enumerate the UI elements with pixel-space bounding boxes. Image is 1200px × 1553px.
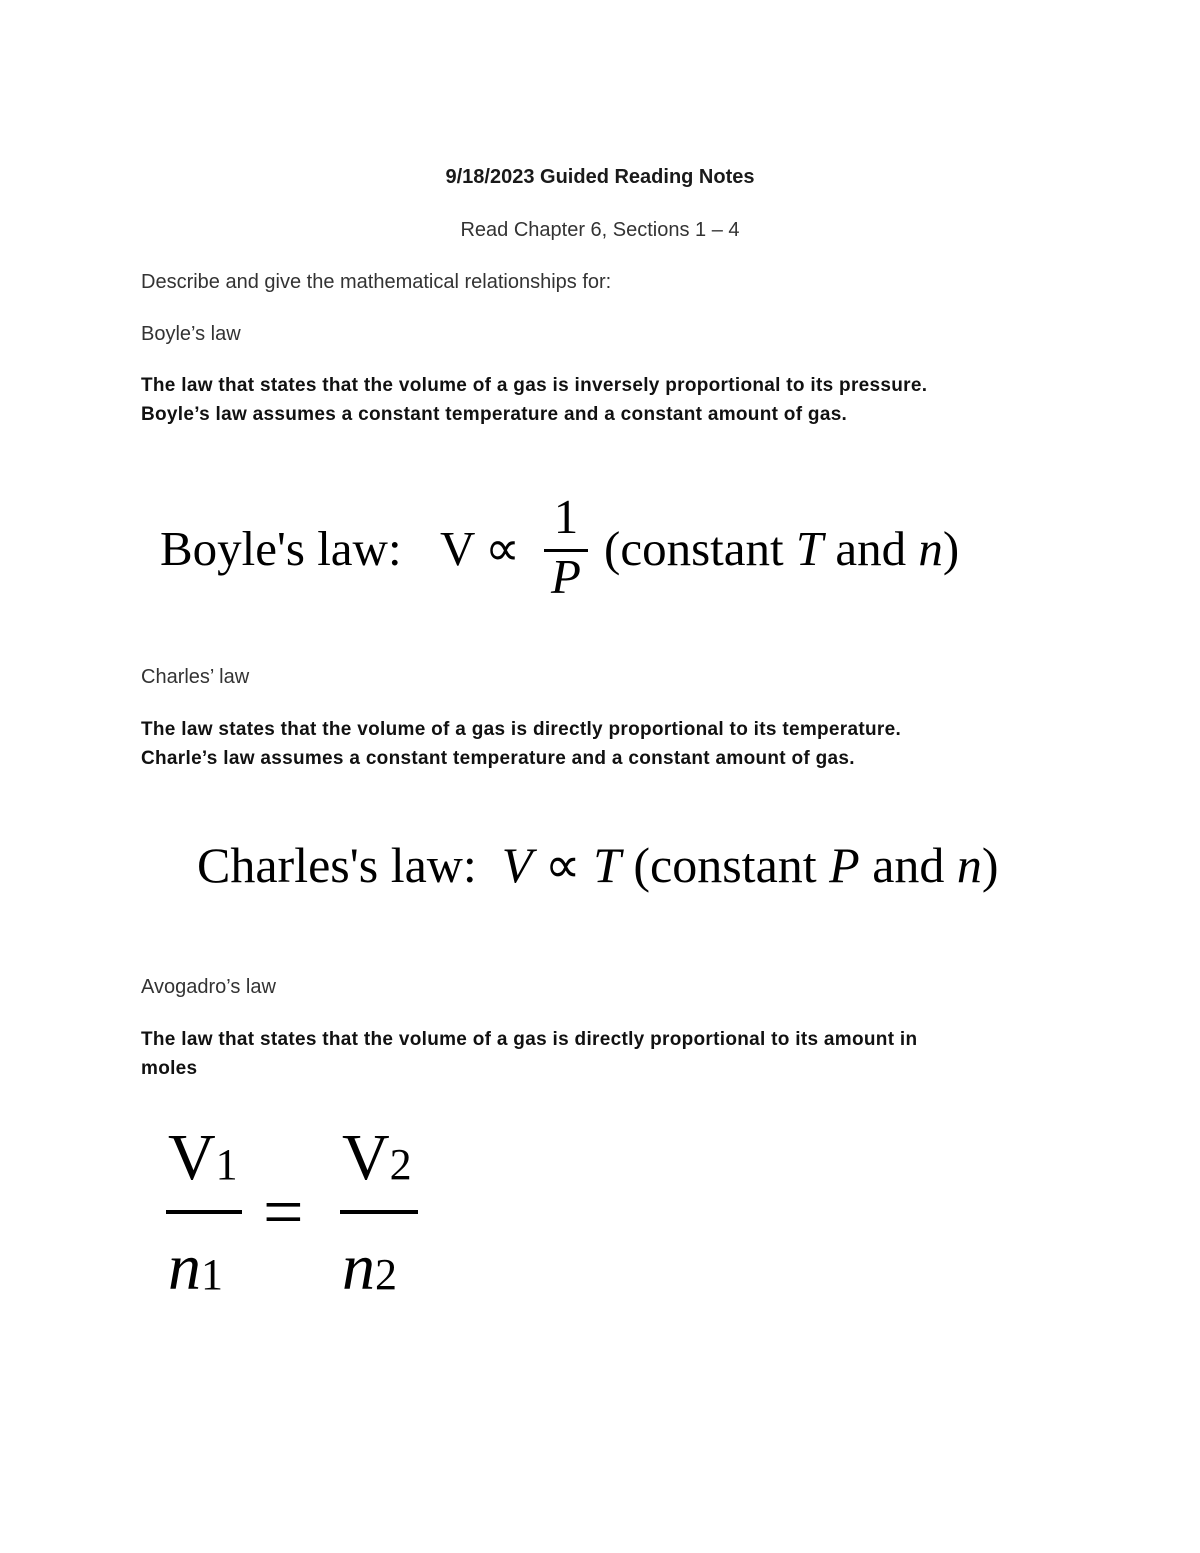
boyle-fraction-numerator: 1 <box>553 489 579 544</box>
boyle-description-line1: The law that states that the volume of a gas is inversely proportional to its pressure. <box>141 375 928 396</box>
boyle-equation-label: Boyle's law: <box>160 521 402 576</box>
equals-sign: = <box>263 1172 304 1252</box>
volume-symbol: V <box>342 1121 390 1194</box>
open-paren-text: (constant <box>633 837 830 893</box>
subscript: 1 <box>201 1250 223 1299</box>
charles-description-line1: The law states that the volume of a gas is directly proportional to its temperature. <box>141 719 902 740</box>
page-subtitle: Read Chapter 6, Sections 1 – 4 <box>460 219 740 241</box>
avogadro-equation <box>160 1115 440 1315</box>
boyle-heading: Boyle’s law <box>141 323 241 345</box>
avogadro-heading: Avogadro’s law <box>141 976 276 998</box>
volume-symbol: V <box>168 1121 216 1194</box>
page-title: 9/18/2023 Guided Reading Notes <box>445 166 755 188</box>
boyle-equation-condition <box>604 520 959 577</box>
avogadro-description-line2: moles <box>141 1058 198 1079</box>
close-paren-text: ) <box>981 837 999 893</box>
charles-equation-temperature: T <box>593 837 621 893</box>
moles-symbol: n <box>342 1231 375 1304</box>
close-paren-text: ) <box>942 521 960 576</box>
charles-equation-volume: V <box>501 837 533 893</box>
constant-variable: T <box>795 521 824 576</box>
proportional-symbol: ∝ <box>485 521 521 576</box>
avogadro-denominator-left <box>168 1231 223 1308</box>
boyle-description-line2: Boyle’s law assumes a constant temperature and a constant amount of gas. <box>141 404 848 425</box>
charles-description <box>141 715 1041 773</box>
avogadro-description <box>141 1025 1041 1083</box>
proportional-symbol: ∝ <box>544 837 581 893</box>
avogadro-denominator-right <box>342 1231 397 1308</box>
charles-heading: Charles’ law <box>141 666 250 688</box>
subscript: 2 <box>389 1140 412 1189</box>
constant-variable: n <box>918 521 943 576</box>
fraction-bar <box>166 1210 242 1214</box>
open-paren-text: (constant <box>604 521 796 576</box>
and-text: and <box>859 837 957 893</box>
charles-description-line2: Charle’s law assumes a constant temperature and a constant amount of gas. <box>141 748 855 769</box>
subscript: 2 <box>375 1250 397 1299</box>
avogadro-numerator-right <box>342 1121 412 1198</box>
subscript: 1 <box>215 1140 238 1189</box>
instructions-prompt: Describe and give the mathematical relationships for: <box>141 271 612 293</box>
and-text: and <box>823 521 919 576</box>
constant-variable: n <box>956 837 982 893</box>
fraction-bar <box>340 1210 418 1214</box>
constant-variable: P <box>829 837 860 893</box>
avogadro-description-line1: The law that states that the volume of a gas is directly proportional to its amount in <box>141 1029 918 1050</box>
boyle-fraction-denominator: P <box>551 549 581 604</box>
boyle-equation-volume: V <box>440 521 476 576</box>
charles-equation <box>197 836 999 894</box>
avogadro-numerator-left <box>168 1121 238 1198</box>
charles-equation-label: Charles's law: <box>197 837 477 893</box>
boyle-description <box>141 371 1041 429</box>
moles-symbol: n <box>168 1231 201 1304</box>
